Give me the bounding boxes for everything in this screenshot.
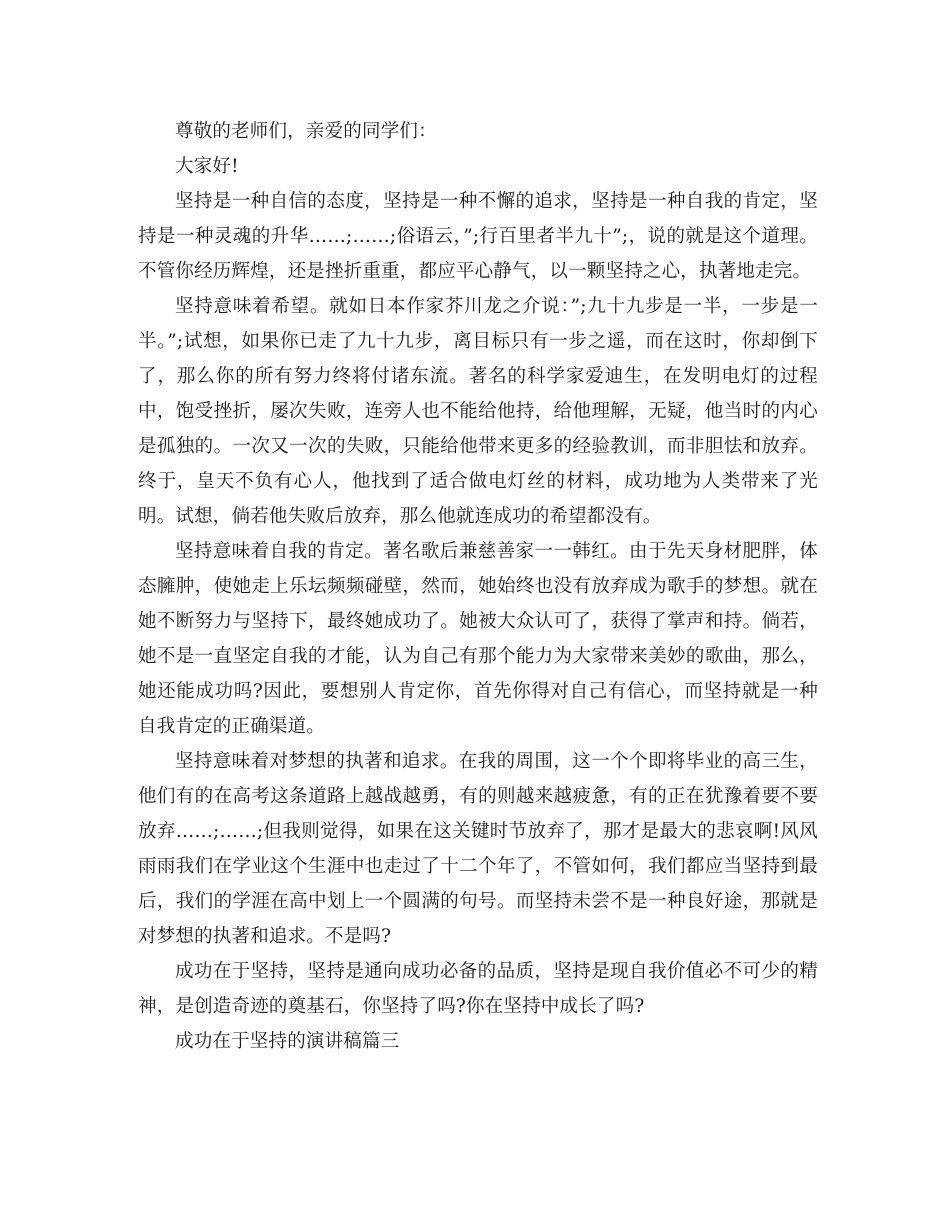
paragraph-hope: 坚持意味着希望。就如日本作家芥川龙之介说：”;九十九步是一半，一步是一半。”;试想，如果你已走了九十九步，离目标只有一步之遥，而在这时，你却倒下了，那么你的所有努力终将付诸东流。著名的科学家爱迪生，在发明电灯的过程中，饱受挫折，屡次失败，连旁人也不能给他持，给他理解，无疑，他当时的内心是孤独的。一次又一次的失败，只能给他带来更多的经验教训，而非胆怯和放弃。终于，皇天不负有心人，他找到了适合做电灯丝的材料，成功地为人类带来了光明。试想，倘若他失败后放弃，那么他就连成功的希望都没有。 bbox=[138, 296, 818, 527]
paragraph-conclusion: 成功在于坚持，坚持是通向成功必备的品质，坚持是现自我价值必不可少的精神，是创造奇迹的奠基石，你坚持了吗?你在坚持中成长了吗? bbox=[138, 961, 818, 1017]
speech-body bbox=[138, 114, 818, 1059]
paragraph-intro: 坚持是一种自信的态度，坚持是一种不懈的追求，坚持是一种自我的肯定，坚持是一种灵魂的升华……;……;俗语云，”;行百里者半九十”;，说的就是这个道理。不管你经历辉煌，还是挫折重重，都应平心静气，以一颗坚持之心，执著地走完。 bbox=[138, 191, 818, 282]
greeting-line: 大家好! bbox=[175, 156, 239, 177]
paragraph-dream-pursuit: 坚持意味着对梦想的执著和追求。在我的周围，这一个个即将毕业的高三生，他们有的在高考这条道路上越战越勇，有的则越来越疲惫，有的正在犹豫着要不要放弃……;……;但我则觉得，如果在这关键时节放弃了，那才是最大的悲哀啊!风风雨雨我们在学业这个生涯中也走过了十二个年了，不管如何，我们都应当坚持到最后，我们的学涯在高中划上一个圆满的句号。而坚持未尝不是一种良好途，那就是对梦想的执著和追求。不是吗? bbox=[138, 751, 818, 947]
salutation-line: 尊敬的老师们，亲爱的同学们： bbox=[175, 121, 437, 142]
paragraph-self-affirmation: 坚持意味着自我的肯定。著名歌后兼慈善家一一韩红。由于先天身材肥胖，体态臃肿，使她走上乐坛频频碰壁，然而，她始终也没有放弃成为歌手的梦想。就在她不断努力与坚持下，最终她成功了。她被大众认可了，获得了掌声和持。倘若，她不是一直坚定自我的才能，认为自己有那个能力为大家带来美妙的歌曲，那么，她还能成功吗?因此，要想别人肯定你，首先你得对自己有信心，而坚持就是一种自我肯定的正确渠道。 bbox=[138, 541, 818, 737]
next-section-heading: 成功在于坚持的演讲稿篇三 bbox=[175, 1031, 400, 1052]
